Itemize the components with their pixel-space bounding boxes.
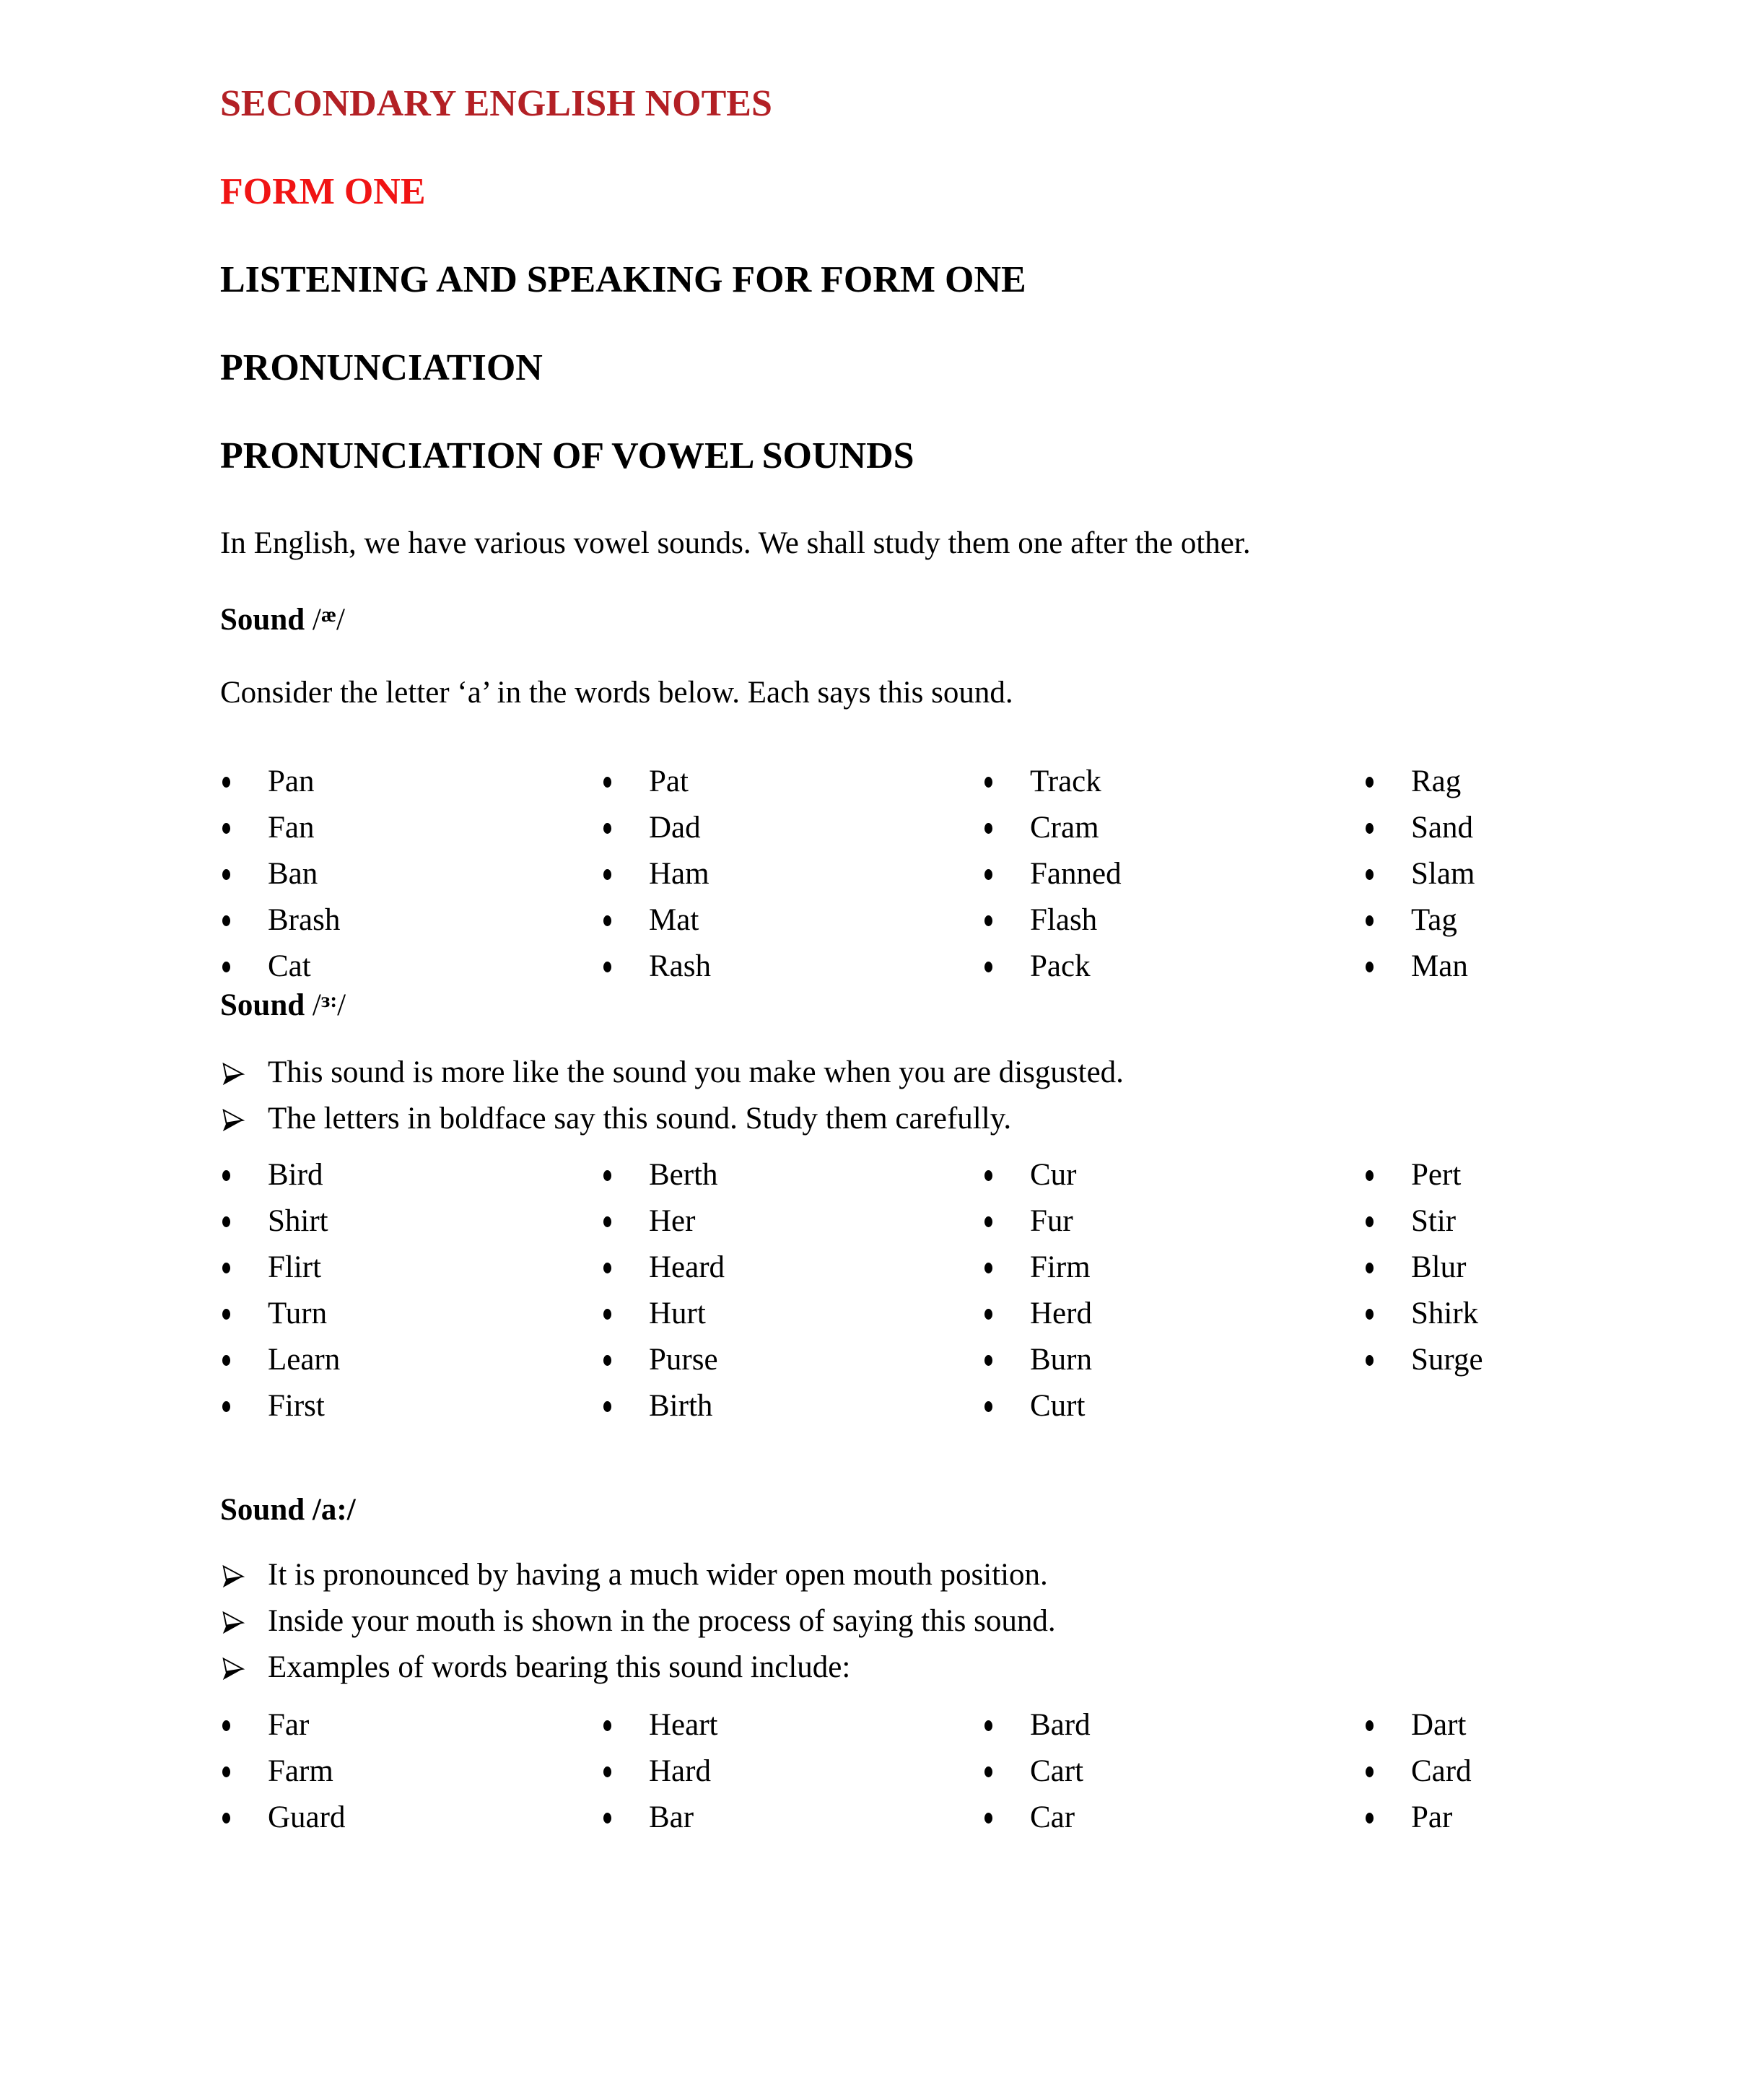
word-text: Turn <box>268 1296 328 1330</box>
word-item <box>601 1795 982 1841</box>
word-text: Learn <box>268 1342 341 1377</box>
heading-vowel-sounds: PRONUNCIATION OF VOWEL SOUNDS <box>220 435 914 476</box>
bullet-icon <box>1366 1170 1374 1181</box>
word-item <box>220 1198 601 1245</box>
word-item <box>601 1198 982 1245</box>
word-item <box>220 851 601 897</box>
word-column-4 <box>1363 1702 1745 1841</box>
bullet-icon <box>222 1720 230 1731</box>
word-item <box>982 944 1363 990</box>
arrow-bullet-icon <box>220 1561 248 1590</box>
word-column-3 <box>982 1702 1363 1841</box>
word-text: Par <box>1411 1800 1453 1834</box>
word-text: Curt <box>1030 1388 1086 1423</box>
note-item <box>220 1050 1578 1096</box>
word-item <box>1363 1291 1745 1337</box>
bullet-icon <box>222 869 230 880</box>
word-item <box>982 1748 1363 1795</box>
intro-paragraph: In English, we have various vowel sounds. We shall study them one after the other. <box>220 526 1251 560</box>
word-item <box>601 944 982 990</box>
word-item <box>601 759 982 805</box>
word-item <box>601 1337 982 1383</box>
word-text: Ham <box>649 856 709 891</box>
bullet-icon <box>984 1309 992 1320</box>
word-item <box>601 1702 982 1748</box>
word-text: Purse <box>649 1342 718 1377</box>
sound-ar-symbol: /a:/ <box>312 1492 356 1527</box>
word-text: Her <box>649 1203 696 1238</box>
heading-listening-speaking: LISTENING AND SPEAKING FOR FORM ONE <box>220 259 1026 300</box>
word-list-ar <box>220 1702 1578 1841</box>
word-item <box>601 1245 982 1291</box>
bullet-icon <box>222 777 230 788</box>
word-text: Man <box>1411 949 1468 983</box>
note-text: This sound is more like the sound you make when you are disgusted. <box>268 1055 1124 1089</box>
word-text: Hard <box>649 1753 711 1788</box>
bullet-icon <box>222 1263 230 1273</box>
bullet-icon <box>603 1766 611 1777</box>
word-text: Card <box>1411 1753 1472 1788</box>
word-item <box>220 1152 601 1198</box>
word-text: Cur <box>1030 1157 1077 1192</box>
word-item <box>1363 1152 1745 1198</box>
bullet-icon <box>603 915 611 926</box>
bullet-icon <box>603 1720 611 1731</box>
word-item <box>982 1795 1363 1841</box>
word-text: Pert <box>1411 1157 1462 1192</box>
word-text: Dad <box>649 810 701 845</box>
bullet-icon <box>222 1309 230 1320</box>
bullet-icon <box>222 1766 230 1777</box>
word-text: Far <box>268 1707 310 1742</box>
bullet-icon <box>603 1355 611 1366</box>
word-text: Heart <box>649 1707 718 1742</box>
word-text: Fur <box>1030 1203 1073 1238</box>
bullet-icon <box>1366 777 1374 788</box>
word-item <box>982 1152 1363 1198</box>
arrow-bullet-icon <box>220 1058 248 1087</box>
word-text: Flirt <box>268 1250 322 1284</box>
word-item <box>220 1748 601 1795</box>
word-text: Rag <box>1411 764 1462 798</box>
word-item <box>982 1383 1363 1429</box>
word-column-1 <box>220 1152 601 1429</box>
sound-ae-word: Sound <box>220 603 305 637</box>
sound-er-symbol: /$^{ɜ:}$/ <box>312 988 346 1022</box>
word-text: Shirt <box>268 1203 328 1238</box>
word-item <box>1363 944 1745 990</box>
notes-list-er <box>220 1050 1578 1142</box>
word-item <box>982 1702 1363 1748</box>
note-text: Examples of words bearing this sound include: <box>268 1650 851 1684</box>
bullet-icon <box>1366 1263 1374 1273</box>
bullet-icon <box>984 1216 992 1227</box>
bullet-icon <box>984 1401 992 1412</box>
bullet-icon <box>222 1401 230 1412</box>
bullet-icon <box>603 869 611 880</box>
word-item <box>601 897 982 944</box>
word-item <box>601 1291 982 1337</box>
notes-list-ar <box>220 1552 1578 1691</box>
note-item <box>220 1644 1578 1691</box>
word-item <box>220 805 601 851</box>
word-column-4 <box>1363 759 1745 990</box>
word-item <box>1363 851 1745 897</box>
word-text: Track <box>1030 764 1101 798</box>
word-text: Brash <box>268 902 341 937</box>
word-item <box>1363 1748 1745 1795</box>
note-text: The letters in boldface say this sound. Study them carefully. <box>268 1101 1012 1136</box>
word-text: Rash <box>649 949 711 983</box>
sound-er-word: Sound <box>220 988 305 1022</box>
bullet-icon <box>222 1170 230 1181</box>
word-text: Herd <box>1030 1296 1092 1330</box>
word-text: Bard <box>1030 1707 1091 1742</box>
arrow-bullet-icon <box>220 1653 248 1682</box>
word-item <box>1363 1702 1745 1748</box>
word-item <box>220 1702 601 1748</box>
bullet-icon <box>1366 1766 1374 1777</box>
bullet-icon <box>603 1813 611 1824</box>
bullet-icon <box>984 1720 992 1731</box>
word-text: Fan <box>268 810 315 845</box>
word-item <box>982 1245 1363 1291</box>
sound-ar-label <box>220 1494 1578 1525</box>
sound-ar-word: Sound <box>220 1492 305 1527</box>
bullet-icon <box>222 915 230 926</box>
bullet-icon <box>603 962 611 972</box>
word-item <box>601 805 982 851</box>
word-item <box>982 897 1363 944</box>
bullet-icon <box>222 1813 230 1824</box>
word-column-2 <box>601 1152 982 1429</box>
word-text: First <box>268 1388 325 1423</box>
bullet-icon <box>984 777 992 788</box>
bullet-icon <box>1366 1216 1374 1227</box>
word-text: Hurt <box>649 1296 706 1330</box>
bullet-icon <box>222 823 230 834</box>
word-text: Burn <box>1030 1342 1092 1377</box>
word-item <box>601 1383 982 1429</box>
word-column-3 <box>982 759 1363 990</box>
heading-pronunciation: PRONUNCIATION <box>220 347 543 388</box>
bullet-icon <box>984 962 992 972</box>
bullet-icon <box>1366 915 1374 926</box>
bullet-icon <box>1366 1813 1374 1824</box>
word-text: Firm <box>1030 1250 1091 1284</box>
word-item <box>1363 805 1745 851</box>
word-text: Sand <box>1411 810 1473 845</box>
word-text: Pat <box>649 764 689 798</box>
word-text: Mat <box>649 902 699 937</box>
word-text: Birth <box>649 1388 713 1423</box>
word-item <box>982 759 1363 805</box>
word-text: Blur <box>1411 1250 1467 1284</box>
word-item <box>220 1337 601 1383</box>
word-text: Cart <box>1030 1753 1084 1788</box>
word-item <box>601 1748 982 1795</box>
word-text: Pan <box>268 764 315 798</box>
arrow-bullet-icon <box>220 1105 248 1133</box>
word-text: Cat <box>268 949 311 983</box>
bullet-icon <box>1366 869 1374 880</box>
word-text: Stir <box>1411 1203 1457 1238</box>
word-item <box>220 1383 601 1429</box>
note-text: It is pronounced by having a much wider open mouth position. <box>268 1557 1048 1592</box>
word-text: Dart <box>1411 1707 1467 1742</box>
arrow-bullet-icon <box>220 1607 248 1636</box>
word-text: Ban <box>268 856 318 891</box>
word-text: Surge <box>1411 1342 1483 1377</box>
bullet-icon <box>984 1263 992 1273</box>
word-text: Shirk <box>1411 1296 1479 1330</box>
bullet-icon <box>222 1355 230 1366</box>
bullet-icon <box>603 1401 611 1412</box>
note-item <box>220 1096 1578 1142</box>
word-item <box>1363 759 1745 805</box>
word-item <box>220 1291 601 1337</box>
bullet-icon <box>603 1263 611 1273</box>
word-item <box>1363 897 1745 944</box>
word-text: Guard <box>268 1800 346 1834</box>
word-column-1 <box>220 759 601 990</box>
word-item <box>982 805 1363 851</box>
word-item <box>220 897 601 944</box>
word-text: Pack <box>1030 949 1091 983</box>
bullet-icon <box>222 1216 230 1227</box>
bullet-icon <box>603 823 611 834</box>
bullet-icon <box>1366 823 1374 834</box>
word-item <box>1363 1337 1745 1383</box>
bullet-icon <box>222 962 230 972</box>
note-text: Inside your mouth is shown in the process of saying this sound. <box>268 1603 1056 1638</box>
word-column-1 <box>220 1702 601 1841</box>
bullet-icon <box>984 1170 992 1181</box>
bullet-icon <box>603 777 611 788</box>
bullet-icon <box>984 1766 992 1777</box>
sound-ae-label <box>220 604 1578 635</box>
bullet-icon <box>603 1309 611 1320</box>
word-item <box>1363 1795 1745 1841</box>
word-column-2 <box>601 759 982 990</box>
word-item <box>982 851 1363 897</box>
bullet-icon <box>1366 962 1374 972</box>
word-text: Heard <box>649 1250 725 1284</box>
word-item <box>220 944 601 990</box>
word-column-2 <box>601 1702 982 1841</box>
word-item <box>1363 1198 1745 1245</box>
bullet-icon <box>984 1355 992 1366</box>
word-text: Cram <box>1030 810 1099 845</box>
word-text: Bird <box>268 1157 323 1192</box>
word-item <box>982 1291 1363 1337</box>
word-text: Car <box>1030 1800 1075 1834</box>
bullet-icon <box>1366 1355 1374 1366</box>
word-item <box>220 1245 601 1291</box>
bullet-icon <box>603 1216 611 1227</box>
word-text: Berth <box>649 1157 718 1192</box>
sound-er-label <box>220 990 1578 1021</box>
sound-ae-note: Consider the letter ‘a’ in the words below. Each says this sound. <box>220 676 1013 710</box>
word-item <box>601 851 982 897</box>
note-item <box>220 1552 1578 1598</box>
word-text: Flash <box>1030 902 1098 937</box>
word-text: Fanned <box>1030 856 1122 891</box>
word-list-er <box>220 1152 1578 1429</box>
bullet-icon <box>603 1170 611 1181</box>
word-item <box>982 1198 1363 1245</box>
word-item <box>982 1337 1363 1383</box>
word-text: Tag <box>1411 902 1457 937</box>
doc-title: SECONDARY ENGLISH NOTES <box>220 83 772 124</box>
sound-ae-symbol: /$^æ$/ <box>312 603 345 637</box>
doc-subtitle: FORM ONE <box>220 171 426 212</box>
word-column-4 <box>1363 1152 1745 1429</box>
word-text: Farm <box>268 1753 333 1788</box>
word-text: Slam <box>1411 856 1475 891</box>
word-column-3 <box>982 1152 1363 1429</box>
bullet-icon <box>1366 1720 1374 1731</box>
word-text: Bar <box>649 1800 694 1834</box>
bullet-icon <box>984 869 992 880</box>
word-list-ae <box>220 759 1578 990</box>
note-item <box>220 1598 1578 1644</box>
word-item <box>1363 1245 1745 1291</box>
bullet-icon <box>984 823 992 834</box>
word-item <box>220 759 601 805</box>
word-item <box>601 1152 982 1198</box>
bullet-icon <box>984 1813 992 1824</box>
bullet-icon <box>1366 1309 1374 1320</box>
bullet-icon <box>984 915 992 926</box>
word-item <box>220 1795 601 1841</box>
